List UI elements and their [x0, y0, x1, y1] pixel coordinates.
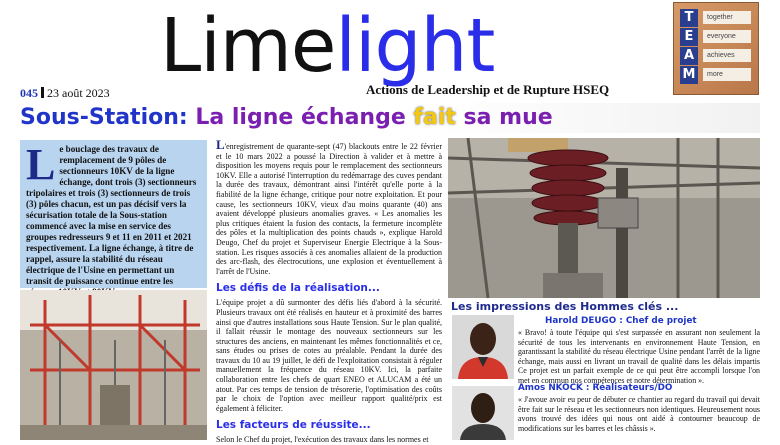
lead-dropcap: L	[26, 140, 56, 189]
issue-separator	[41, 87, 44, 98]
article-paragraph-3: Selon le Chef du projet, l'exécution des travaux dans les normes et	[216, 435, 429, 445]
headline-part-3: fait	[413, 105, 456, 130]
substation-structure-photo	[20, 290, 207, 440]
section-title-defis: Les défis de la réalisation...	[216, 282, 380, 295]
team-letter-t: T	[680, 9, 698, 27]
team-board-image	[673, 2, 759, 95]
article-body	[216, 137, 442, 445]
impressions-title: Les impressions des Hommes clés ...	[451, 300, 679, 313]
headline-part-1: Sous-Station:	[20, 105, 188, 130]
insulator-photo	[448, 138, 760, 298]
newsletter-logo	[160, 3, 495, 89]
person2-quote: « J'avoue avoir eu peur de débuter ce chantier au regard du travail qui devait être fait sur le réseau et les sectionneurs non identiques. Heureusement nous avons trouvé des idées qui nous ont aidé à contourner beaucoup de modifications sur les barres et les châssis ».	[518, 395, 760, 433]
paragraph-1-text: 'enregistrement de quarante-sept (47) blackouts entre le 22 février et le 10 mars 2022 a poussé la Direction à valider et à mettre à disposition les moyens requis pour le remplacement des sectionneurs 10KV. Elle a autorisé l'interruption du redémarrage des cuves pendant la durée des travaux, démontrant ainsi l'intérêt qu'elle porte à la fiabilité de la ligne échange, critique pour notre exploitation. Et pour cause, les sectionneurs 10KV, vieux d'au moins quarante (40) ans avaient développé plusieurs anomalies graves. « Les anomalies les plus critiques étaient la fusion des contacts, la fermeture incomplète des pôles et la multiplication des points chauds », explique Harold Deugo, Chef du projet et Superviseur Energie Electrique à la Sous-station. Les risques associés à ces anomalies allaient de la production des arc-flash, des électrocutions, une explosion et éventuellement à l'arrêt de l'Usine.	[216, 142, 442, 276]
headline-part-4: sa mue	[455, 105, 553, 130]
insulator-illustration	[448, 138, 760, 298]
team-letter-a: A	[680, 47, 698, 65]
section-title-facteurs: Les facteurs de réussite...	[216, 419, 371, 432]
headline-part-2: La ligne échange	[187, 105, 414, 130]
issue-number: 045	[20, 86, 38, 100]
logo-part-light: light	[335, 3, 495, 89]
team-word-everyone: everyone	[703, 30, 751, 43]
person2-name: Amos NKOCK : Réalisateurs/DO	[518, 383, 673, 393]
team-letters	[680, 9, 698, 84]
issue-info	[20, 86, 110, 101]
masthead	[0, 0, 780, 100]
lead-box	[20, 140, 207, 288]
team-letter-e: E	[680, 28, 698, 46]
paragraph-1-dropcap: L	[216, 137, 225, 152]
logo-part-lime: Lime	[160, 3, 336, 89]
person1-name: Harold DEUGO : Chef de projet	[545, 316, 697, 326]
team-words	[703, 11, 751, 81]
substation-structure-illustration	[20, 290, 207, 440]
amos-nkock-photo	[452, 386, 514, 440]
person-portrait-1	[452, 315, 514, 379]
person1-quote: « Bravo! à toute l'équipe qui s'est surpassée en assurant non seulement la sécurité de tous les intervenants en environnement Haute Tension, en garantissant la stabilité du réseau électrique Usine pendant l'arrêt de la ligne échange, mais aussi en livrant un travail de qualité dans les délais impartis Ce projet est un parfait exemple de ce qui peut être accompli lorsque l'on met en commun nos compétences et notre détermination ».	[518, 328, 760, 385]
article-paragraph-1	[216, 137, 442, 276]
article-paragraph-2: L'équipe projet a dû surmonter des défis liés d'abord à la sécurité. Plusieurs travaux ont été réalisés en hauteur et à proximité des barres ainsi que d'autres installations sous Haute Tension. Sur le plan qualité, il fallait réussir le montage des nouveaux sectionneurs sur les structures des anciens, en maintenant les mêmes fonctionnalités et ce, sans études ou prises de cotes au préalable. Pendant la durée des travaux du 10 au 19 juillet, le défi de l'exploitation consistait à réguler manuellement la fréquence du réseau 10KV. Ici, la parfaite collaboration entre les chefs de quart ENEO et ALUCAM a été un atout. Par ces temps de tension de trésorerie, l'optimisation des coûts par le choix de l'option avec meilleur rapport qualité/prix est également à féliciter.	[216, 298, 442, 413]
team-word-together: together	[703, 11, 751, 24]
team-word-more: more	[703, 68, 751, 81]
article-headline	[20, 103, 760, 133]
team-letter-m: M	[680, 66, 698, 84]
harold-deugo-photo	[452, 315, 514, 379]
issue-date: 23 août 2023	[47, 86, 110, 100]
lead-text: e bouclage des travaux de remplacement de 9 pôles de sectionneurs 10KV de la ligne échange, dont trois (3) sectionneurs tripolaires et trois (3) sectionneurs de trois (3) pôles chacun, est un pas décisif vers la sécurisation totale de la Sous-station commencé avec la mise en service des groupes redresseurs 9 et 11 en 2011 et 2021 respectivement. La ligne échange, à titre de rappel, assure la stabilité du réseau électrique de l'Usine en permettant un transit de puissance continue entre les	[26, 144, 197, 286]
team-word-achieves: achieves	[703, 49, 751, 62]
person-portrait-2	[452, 386, 514, 440]
tagline: Actions de Leadership et de Rupture HSEQ	[366, 82, 610, 97]
